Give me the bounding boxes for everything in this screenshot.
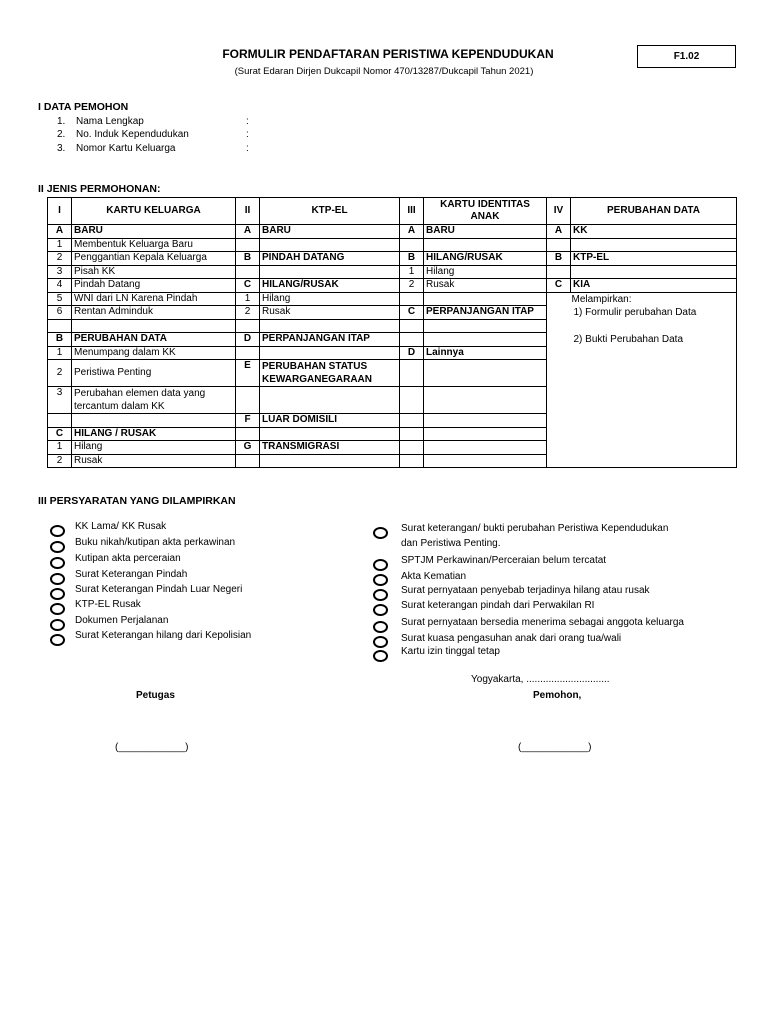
requirement-label: Akta Kematian (401, 571, 467, 582)
table-cell: Peristiwa Penting (72, 360, 236, 387)
requirement-label: Surat Keterangan Pindah Luar Negeri (75, 584, 243, 595)
table-cell: KIA (571, 279, 737, 293)
table-cell: PINDAH DATANG (260, 252, 400, 266)
table-cell: Hilang (424, 265, 547, 279)
checkbox-circle[interactable] (373, 559, 388, 571)
table-cell: Penggantian Kepala Keluarga (72, 252, 236, 266)
col-header-perubahan-data: PERUBAHAN DATA (571, 198, 737, 225)
table-cell: 5 (48, 292, 72, 306)
checkbox-circle[interactable] (50, 573, 65, 585)
field-number: 3. (57, 143, 66, 154)
table-cell: C (547, 279, 571, 293)
checkbox-circle[interactable] (50, 634, 65, 646)
table-cell: B (48, 333, 72, 347)
petugas-signature-line: (____________) (115, 742, 189, 753)
table-cell: A (547, 225, 571, 239)
requirement-label: Surat pernyataan penyebab terjadinya hilang atau rusak (401, 585, 650, 596)
section-jenis-permohonan-heading: II JENIS PERMOHONAN: (38, 183, 161, 195)
table-cell: Rusak (260, 306, 400, 320)
table-cell: 3 (48, 265, 72, 279)
table-cell: KTP-EL (571, 252, 737, 266)
table-cell: A (400, 225, 424, 239)
requirement-label: Kartu izin tinggal tetap (401, 646, 500, 657)
table-cell: 1 (48, 238, 72, 252)
col-header-ktp-el: KTP-EL (260, 198, 400, 225)
checkbox-circle[interactable] (373, 621, 388, 633)
checkbox-circle[interactable] (50, 541, 65, 553)
table-cell: TRANSMIGRASI (260, 441, 400, 455)
field-label-nama: Nama Lengkap (76, 116, 144, 127)
table-cell: 3 (48, 387, 72, 414)
table-cell: Pisah KK (72, 265, 236, 279)
checkbox-circle[interactable] (373, 636, 388, 648)
table-cell: BARU (424, 225, 547, 239)
jenis-permohonan-table (47, 197, 737, 468)
checkbox-circle[interactable] (50, 603, 65, 615)
checkbox-circle[interactable] (50, 557, 65, 569)
form-code-box: F1.02 (637, 45, 736, 68)
table-cell: D (400, 346, 424, 360)
table-cell: BARU (72, 225, 236, 239)
section-data-pemohon-heading: I DATA PEMOHON (38, 101, 129, 113)
field-colon: : (246, 129, 249, 140)
requirement-label: Buku nikah/kutipan akta perkawinan (75, 537, 236, 548)
requirement-label: Surat pernyataan bersedia menerima sebagai anggota keluarga (401, 617, 684, 628)
table-cell: 2 (48, 360, 72, 387)
table-cell: Menumpang dalam KK (72, 346, 236, 360)
requirement-label: Surat Keterangan Pindah (75, 569, 188, 580)
requirement-label: Surat Keterangan hilang dari Kepolisian (75, 630, 252, 641)
pemohon-label: Pemohon, (533, 690, 582, 701)
checkbox-circle[interactable] (50, 588, 65, 600)
table-cell: C (236, 279, 260, 293)
checkbox-circle[interactable] (50, 619, 65, 631)
table-cell: G (236, 441, 260, 455)
table-cell: Lainnya (424, 346, 547, 360)
requirement-label: dan Peristiwa Penting. (401, 538, 501, 549)
pemohon-signature-line: (____________) (518, 742, 592, 753)
requirement-label: KTP-EL Rusak (75, 599, 141, 610)
table-cell: Rusak (72, 454, 236, 468)
table-cell: E (236, 360, 260, 387)
requirement-label: KK Lama/ KK Rusak (75, 521, 167, 532)
table-cell: KK (571, 225, 737, 239)
field-colon: : (246, 143, 249, 154)
form-title: FORMULIR PENDAFTARAN PERISTIWA KEPENDUDUKAN (222, 47, 554, 61)
table-cell: Hilang (260, 292, 400, 306)
requirement-label: Kutipan akta perceraian (75, 553, 181, 564)
table-cell: HILANG / RUSAK (72, 427, 236, 441)
table-cell: C (400, 306, 424, 320)
field-number: 1. (57, 116, 66, 127)
col-header-ii: II (236, 198, 260, 225)
table-cell: D (236, 333, 260, 347)
table-cell: 4 (48, 279, 72, 293)
requirement-label: Surat keterangan pindah dari Perwakilan RI (401, 600, 595, 611)
table-cell: LUAR DOMISILI (260, 414, 400, 428)
checkbox-circle[interactable] (373, 527, 388, 539)
requirement-label: Dokumen Perjalanan (75, 615, 169, 626)
table-cell: 1 (48, 441, 72, 455)
table-cell: 1 (236, 292, 260, 306)
table-cell: PERUBAHAN DATA (72, 333, 236, 347)
table-cell: F (236, 414, 260, 428)
col-header-i: I (48, 198, 72, 225)
table-cell: 6 (48, 306, 72, 320)
table-cell: B (236, 252, 260, 266)
table-cell: BARU (260, 225, 400, 239)
table-cell: Membentuk Keluarga Baru (72, 238, 236, 252)
attach-item-1: 1) Formulir perubahan Data (573, 307, 697, 318)
table-cell: HILANG/RUSAK (260, 279, 400, 293)
table-cell: A (48, 225, 72, 239)
table-cell: PERPANJANGAN ITAP (260, 333, 400, 347)
table-cell: B (400, 252, 424, 266)
checkbox-circle[interactable] (373, 650, 388, 662)
table-cell: Perubahan elemen data yang tercantum dalam KK (72, 387, 236, 414)
checkbox-circle[interactable] (373, 574, 388, 586)
requirement-label: Surat kuasa pengasuhan anak dari orang tua/wali (401, 633, 622, 644)
table-cell: A (236, 225, 260, 239)
section-persyaratan-heading: III PERSYARATAN YANG DILAMPIRKAN (38, 495, 236, 507)
form-subtitle: (Surat Edaran Dirjen Dukcapil Nomor 470/13287/Dukcapil Tahun 2021) (234, 66, 534, 77)
table-cell: 2 (236, 306, 260, 320)
checkbox-circle[interactable] (50, 525, 65, 537)
table-cell: WNI dari LN Karena Pindah (72, 292, 236, 306)
table-cell: B (547, 252, 571, 266)
table-cell: 1 (400, 265, 424, 279)
table-cell: Rusak (424, 279, 547, 293)
requirement-label: SPTJM Perkawinan/Perceraian belum tercatat (401, 555, 607, 566)
checkbox-circle[interactable] (373, 604, 388, 616)
table-cell: HILANG/RUSAK (424, 252, 547, 266)
perubahan-data-notes (571, 292, 737, 468)
table-cell: 2 (48, 252, 72, 266)
field-label-kk: Nomor Kartu Keluarga (76, 143, 176, 154)
table-cell: PERPANJANGAN ITAP (424, 306, 547, 320)
table-cell: Rentan Adminduk (72, 306, 236, 320)
petugas-label: Petugas (136, 690, 175, 701)
table-cell: Pindah Datang (72, 279, 236, 293)
attach-item-2: 2) Bukti Perubahan Data (573, 334, 684, 345)
field-colon: : (246, 116, 249, 127)
col-header-kartu-keluarga: KARTU KELUARGA (72, 198, 236, 225)
place-date: Yogyakarta, .............................. (471, 674, 610, 685)
col-header-kia: KARTU IDENTITAS ANAK (424, 198, 547, 225)
col-header-iv: IV (547, 198, 571, 225)
field-number: 2. (57, 129, 66, 140)
table-cell: Hilang (72, 441, 236, 455)
table-cell: 1 (48, 346, 72, 360)
checkbox-circle[interactable] (373, 589, 388, 601)
table-cell: 2 (48, 454, 72, 468)
attach-label: Melampirkan: (571, 293, 632, 305)
table-cell: C (48, 427, 72, 441)
col-header-iii: III (400, 198, 424, 225)
table-cell: PERUBAHAN STATUS KEWARGANEGARAAN (260, 360, 400, 387)
field-label-nik: No. Induk Kependudukan (76, 129, 189, 140)
table-cell: 2 (400, 279, 424, 293)
requirement-label: Surat keterangan/ bukti perubahan Peristiwa Kependudukan (401, 523, 669, 534)
